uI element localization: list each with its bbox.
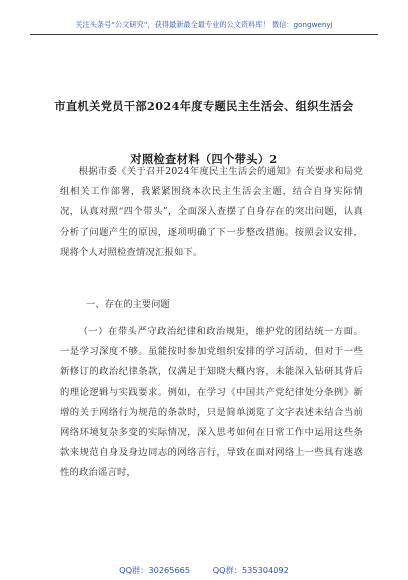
paragraph-1: （一）在带头严守政治纪律和政治规矩，维护党的团结统一方面。一是学习深度不够。虽能按时参加党组织安排的学习活动，但对于一些新修订的政治纪律条款，仅满足于知晓大概内容，未能深入钻研其背后的理论逻辑与实践要求。例如，在学习《中国共产党纪律处分条例》新增的关于网络行为规范的条款时，只是简单浏览了文字表述未结合当前网络环境复杂多变的实际情况，深入思考如何在日常工作中运用这些条款来规范自身及身边同志的网络言行，导致在面对网络上一些具有迷惑性的政治谣言时， xyxy=(60,326,363,479)
footer-promo xyxy=(0,565,408,576)
header-divider xyxy=(30,34,378,35)
section-heading: 一、存在的主要问题 xyxy=(86,299,170,310)
header-promo: 关注头条号“公文研究”，获得最新最全最专业的公文资料库！ 微信：gongwenyj xyxy=(75,20,333,29)
document-title-line2: 对照检查材料（四个带头）2 xyxy=(130,152,278,166)
footer-qq-group-1: QQ群：30265665 xyxy=(119,565,191,575)
paragraph-block xyxy=(60,322,363,484)
document-title-line1: 市直机关党员干部2024年度专题民主生活会、组织生活会 xyxy=(54,99,354,113)
intro-paragraph-block xyxy=(60,162,363,263)
footer-qq-group-2: QQ群：535304092 xyxy=(212,565,289,575)
intro-paragraph: 根据市委《关于召开2024年度民主生活会的通知》有关要求和局党组相关工作部署，我紧紧围绕本次民主生活会主题，结合自身实际情况，认真对照“四个带头”，全面深入查摆了自身存在的突出问题，认真分析了问题产生的原因，逐项明确了下一步整改措施。按照会议安排，现将个人对照检查情况汇报如下。 xyxy=(60,166,363,258)
